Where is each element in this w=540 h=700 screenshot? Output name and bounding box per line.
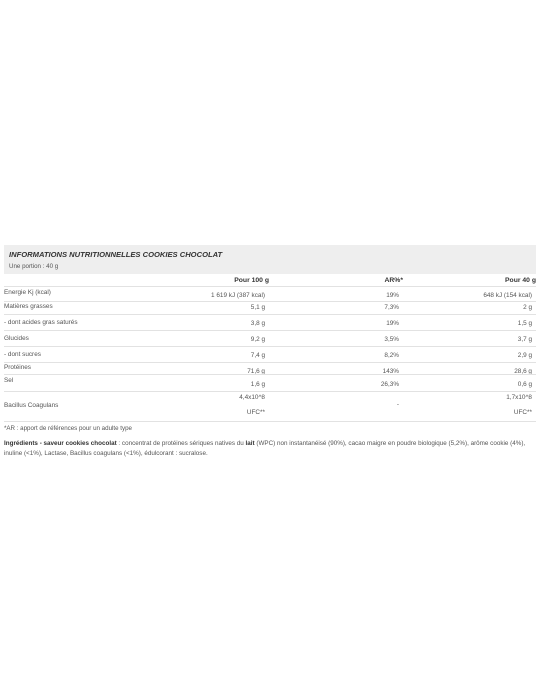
row-value-per-40g: 2,9 g	[517, 352, 532, 359]
column-header-per-100g: Pour 100 g	[234, 277, 269, 284]
row-value-per-100g: 1 619 kJ (387 kcal)	[211, 292, 265, 299]
row-value-ar: 26,3%	[380, 381, 399, 388]
ingredients-heading: Ingrédients - saveur cookies chocolat	[4, 440, 117, 447]
row-value-ar: 143%	[382, 368, 399, 375]
ingredients-paragraph	[4, 439, 536, 459]
row-value-ar: 19%	[386, 320, 399, 327]
row-label: - dont sucres	[4, 351, 41, 358]
row-value-ar: 8,2%	[384, 352, 399, 359]
row-value-per-100g: 9,2 g	[250, 336, 265, 343]
portion-subtitle: Une portion : 40 g	[9, 263, 59, 270]
row-value-per-100g: 3,8 g	[250, 320, 265, 327]
table-row	[4, 286, 536, 302]
page-title: INFORMATIONS NUTRITIONNELLES COOKIES CHOCOLAT	[9, 250, 223, 259]
row-value-per-40g: 648 kJ (154 kcal)	[483, 292, 532, 299]
row-value-per-100g: 7,4 g	[250, 352, 265, 359]
row-value-ar: -	[396, 401, 399, 408]
row-value-ar: 7,3%	[384, 304, 399, 311]
column-header-ar: AR%*	[384, 277, 403, 284]
row-value-ar: 19%	[386, 292, 399, 299]
column-header-per-40g: Pour 40 g	[505, 277, 536, 284]
row-value-per-40g: 2 g	[523, 304, 532, 311]
row-value-per-100g: 5,1 g	[250, 304, 265, 311]
row-label: Glucides	[4, 335, 29, 342]
row-label: Sel	[4, 377, 14, 384]
row-label: - dont acides gras saturés	[4, 319, 78, 326]
table-row	[4, 314, 536, 331]
row-value-per-100g: 1,6 g	[250, 381, 265, 388]
ingredients-allergen: lait	[245, 440, 255, 447]
row-label: Matières grasses	[4, 303, 53, 310]
row-label: Bacillus Coagulans	[4, 402, 59, 409]
row-value-per-40g: 1,5 g	[517, 320, 532, 327]
row-unit-per-100g: UFC**	[246, 409, 265, 416]
row-value-per-100g: 71,6 g	[247, 368, 265, 375]
row-value-per-40g: 3,7 g	[517, 336, 532, 343]
row-value-per-40g: 1,7x10^8	[506, 394, 532, 401]
table-row	[4, 346, 536, 363]
row-label: Energie Kj (kcal)	[4, 289, 51, 296]
ingredients-text: : concentrat de protéines sériques natives du	[116, 440, 246, 447]
row-unit-per-40g: UFC**	[513, 409, 532, 416]
footnote: *AR : apport de références pour un adulte type	[4, 425, 132, 432]
row-value-ar: 3,5%	[384, 336, 399, 343]
row-value-per-40g: 28,6 g	[514, 368, 532, 375]
row-value-per-100g: 4,4x10^8	[239, 394, 265, 401]
table-row	[4, 330, 536, 347]
row-value-per-40g: 0,6 g	[517, 381, 532, 388]
row-label: Protéines	[4, 364, 31, 371]
ingredients-text-rest: (WPC) non instantanéisé (90%), cacao maigre en poudre biologique (5,2%), arôme cookie (4%), inuline (<1%), Lactase, Bacillus coagulans (<1%), édulcorant : sucralose.	[4, 440, 526, 457]
table-row	[4, 391, 536, 422]
